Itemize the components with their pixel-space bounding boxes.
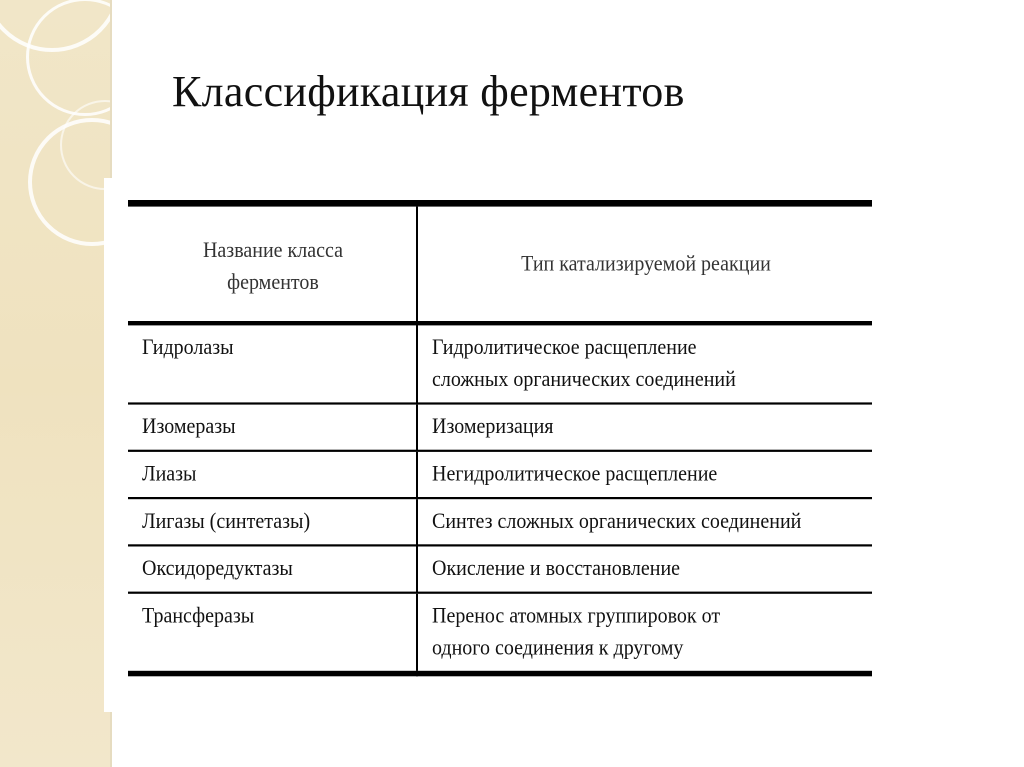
header-class-name [128, 203, 417, 323]
reaction-line: Изомеризация [432, 414, 554, 439]
reaction-line: Гидролитическое расщепление [432, 335, 697, 360]
row-class-name: Изомеразы [128, 404, 417, 451]
table-row [128, 404, 872, 451]
table-row [128, 545, 872, 592]
row-reaction-type [417, 593, 872, 674]
reaction-line: Окисление и восстановление [432, 556, 681, 581]
row-class-name: Гидролазы [128, 323, 417, 403]
header-class-name-line1: Название класса [202, 238, 343, 263]
reaction-line: Синтез сложных органических соединений [432, 509, 802, 534]
row-class-name: Лиазы [128, 451, 417, 498]
decorative-ring [26, 0, 144, 116]
row-reaction-type [417, 451, 872, 498]
reaction-line: сложных органических соединений [432, 367, 736, 392]
row-class-name: Лигазы (синтетазы) [128, 498, 417, 545]
table-header-row [128, 203, 872, 323]
table-row [128, 451, 872, 498]
slide-title: Классификация ферментов [172, 67, 685, 116]
row-reaction-type [417, 498, 872, 545]
header-class-name-line2: ферментов [227, 270, 319, 295]
reaction-line: одного соединения к другому [432, 635, 684, 660]
header-reaction-type: Тип катализируемой реакции [521, 251, 771, 276]
row-reaction-type [417, 404, 872, 451]
decorative-side-band [0, 0, 110, 767]
reaction-line: Негидролитическое расщепление [432, 461, 718, 486]
enzyme-classification-table [128, 200, 872, 676]
row-reaction-type [417, 545, 872, 592]
decorative-ring [60, 100, 150, 190]
reaction-line: Перенос атомных группировок от [432, 603, 721, 628]
table-row [128, 593, 872, 674]
table-row [128, 498, 872, 545]
row-class-name: Трансферазы [128, 593, 417, 674]
row-reaction-type [417, 323, 872, 403]
table-row [128, 323, 872, 403]
row-class-name: Оксидоредуктазы [128, 545, 417, 592]
